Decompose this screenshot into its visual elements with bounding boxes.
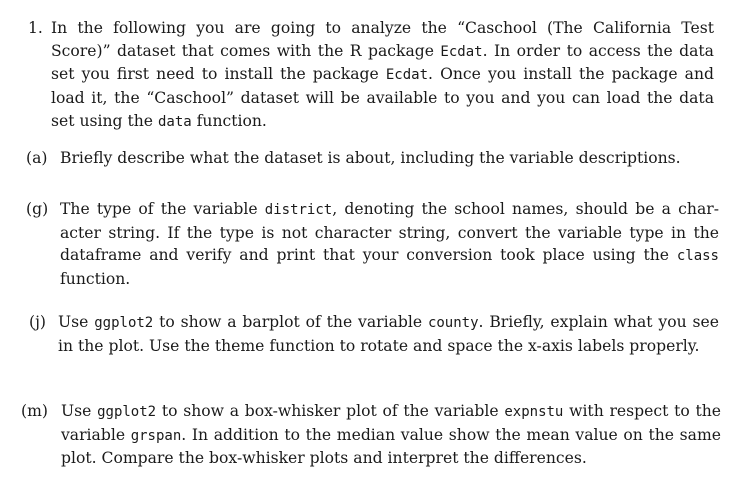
part-j-text-part: Use xyxy=(58,313,95,331)
part-a-text xyxy=(60,147,716,170)
question-1-text-part: In the following you are going to analyze the “Caschool (The California Test Score)” dataset that comes with the R package xyxy=(51,19,714,60)
part-m-text-part: . In addition to the median value show the mean value on the same plot. Compare the box-whisker plots and interpret the differences. xyxy=(61,425,721,468)
code-package-ecdat: Ecdat xyxy=(385,67,429,84)
part-j-text xyxy=(58,311,719,357)
code-variable-expnstu: expnstu xyxy=(504,404,564,420)
part-j-label: (j) xyxy=(29,313,47,331)
part-j xyxy=(29,311,719,357)
code-variable-county: county xyxy=(427,315,479,331)
part-g-text-part: , denoting the school names, should be a character string. If the type is not character string, convert the variable type in the dataframe and verify and print that your conversion took place using the xyxy=(60,200,719,265)
part-g xyxy=(26,198,719,291)
question-1-text-part: function. xyxy=(191,111,267,130)
part-m-label: (m) xyxy=(21,402,48,420)
code-variable-district: district xyxy=(264,202,333,218)
part-g-label: (g) xyxy=(26,200,49,218)
part-a xyxy=(26,147,716,170)
question-1-text-part: . In order to access the data set you first need to install the package xyxy=(51,41,714,84)
part-m-text xyxy=(61,400,721,470)
part-j-text-part: . Briefly, explain what you see in the plot. Use the theme function to rotate and space the x-axis labels properly. xyxy=(58,313,719,355)
part-m xyxy=(21,400,721,470)
part-m-text-part: to show a box-whisker plot of the variable xyxy=(156,402,505,420)
code-package-ecdat: Ecdat xyxy=(440,43,483,60)
part-g-text-part: function. xyxy=(60,270,131,289)
question-1-text-part: . Once you install the package and load it, the “Caschool” dataset will be available to you and you can load the data set using the xyxy=(51,65,714,130)
code-function-class: class xyxy=(676,248,719,265)
part-m-text-part: Use xyxy=(61,402,98,420)
part-a-text-part: Briefly describe what the dataset is about, including the variable descriptions. xyxy=(60,149,681,167)
question-1-text xyxy=(51,17,714,134)
question-1 xyxy=(28,17,714,134)
question-1-number: 1. xyxy=(28,19,43,37)
part-m-text-part: with respect to the variable xyxy=(61,402,721,444)
part-g-text xyxy=(60,198,719,291)
code-variable-grspan: grspan xyxy=(130,427,182,444)
part-g-text-part: The type of the variable xyxy=(60,200,265,218)
part-a-label: (a) xyxy=(26,149,48,167)
code-function-data: data xyxy=(157,113,192,130)
code-package-ggplot2: ggplot2 xyxy=(97,404,157,420)
code-package-ggplot2: ggplot2 xyxy=(94,315,154,331)
part-j-text-part: to show a barplot of the variable xyxy=(153,313,428,331)
